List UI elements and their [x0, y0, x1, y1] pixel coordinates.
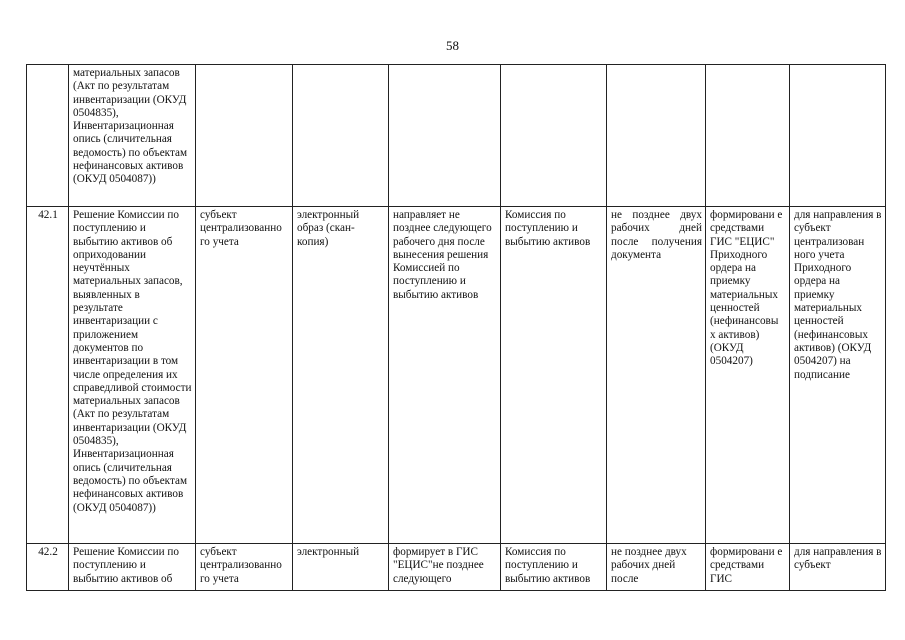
- deadline-action-cell: [389, 544, 501, 591]
- page-number: 58: [446, 38, 459, 53]
- action-text: формировани е средствами ГИС: [710, 546, 783, 585]
- format-cell: [293, 544, 389, 591]
- processing-term-cell: [607, 544, 706, 591]
- format-text: электронный: [297, 546, 360, 558]
- recipient-cell: [501, 65, 607, 207]
- processing-term-text: не позднее двух рабочих дней после: [611, 546, 687, 585]
- document-cell: материальных запасов (Акт по результатам инвентаризации (ОКУД 0504835), Инвентаризационная опись (сличительная ведомость) по объектам нефинансовых активов (ОКУД 0504087)): [69, 65, 196, 207]
- table-row: [27, 544, 886, 591]
- table-row: [27, 65, 886, 207]
- processing-term-cell: не позднее двух рабочих дней после получения документа: [607, 207, 706, 544]
- recipient-cell: [501, 544, 607, 591]
- row-number-cell: [27, 544, 69, 591]
- row-number-cell: [27, 65, 69, 207]
- table-row: [27, 207, 886, 544]
- purpose-text: для направления в субъект: [794, 546, 882, 572]
- row-number-cell: 42.1: [27, 207, 69, 544]
- action-cell: [706, 65, 790, 207]
- format-cell: [293, 65, 389, 207]
- document-text: Решение Комиссии по поступлению и выбытию активов об: [73, 546, 179, 585]
- sender-cell: [196, 544, 293, 591]
- document-cell: Решение Комиссии по поступлению и выбытию активов об оприходовании неучтённых материальных запасов, выявленных в результате инвентаризации с приложением документов по инвентаризации в том числе определения их справедливой стоимости материальных запасов (Акт по результатам инвентаризации (ОКУД 0504835), Инвентаризационная опись (сличительная ведомость) по объектам нефинансовых активов (ОКУД 0504087)): [69, 207, 196, 544]
- action-cell: [706, 544, 790, 591]
- format-cell: электронный образ (скан-копия): [293, 207, 389, 544]
- purpose-cell: [790, 65, 886, 207]
- deadline-action-cell: [389, 65, 501, 207]
- document-cell: [69, 544, 196, 591]
- action-cell: формировани е средствами ГИС "ЕЦИС" Приходного ордера на приемку материальных ценностей (нефинансовы х активов) (ОКУД 0504207): [706, 207, 790, 544]
- procedure-table: [26, 64, 886, 591]
- sender-text: субъект централизованно го учета: [200, 546, 282, 585]
- deadline-action-cell: направляет не позднее следующего рабочего дня после вынесения решения Комиссией по поступлению и выбытию активов: [389, 207, 501, 544]
- processing-term-cell: [607, 65, 706, 207]
- purpose-cell: для направления в субъект централизован ного учета Приходного ордера на приемку материальных ценностей (нефинансовых активов) (ОКУД 0504207) на подписание: [790, 207, 886, 544]
- row-number-text: 42.2: [38, 546, 58, 558]
- sender-cell: [196, 65, 293, 207]
- purpose-cell: [790, 544, 886, 591]
- recipient-text: Комиссия по поступлению и выбытию активов: [505, 546, 591, 585]
- deadline-action-text: формирует в ГИС "ЕЦИС"не позднее следующего: [393, 546, 484, 585]
- sender-cell: субъект централизованно го учета: [196, 207, 293, 544]
- recipient-cell: Комиссия по поступлению и выбытию активов: [501, 207, 607, 544]
